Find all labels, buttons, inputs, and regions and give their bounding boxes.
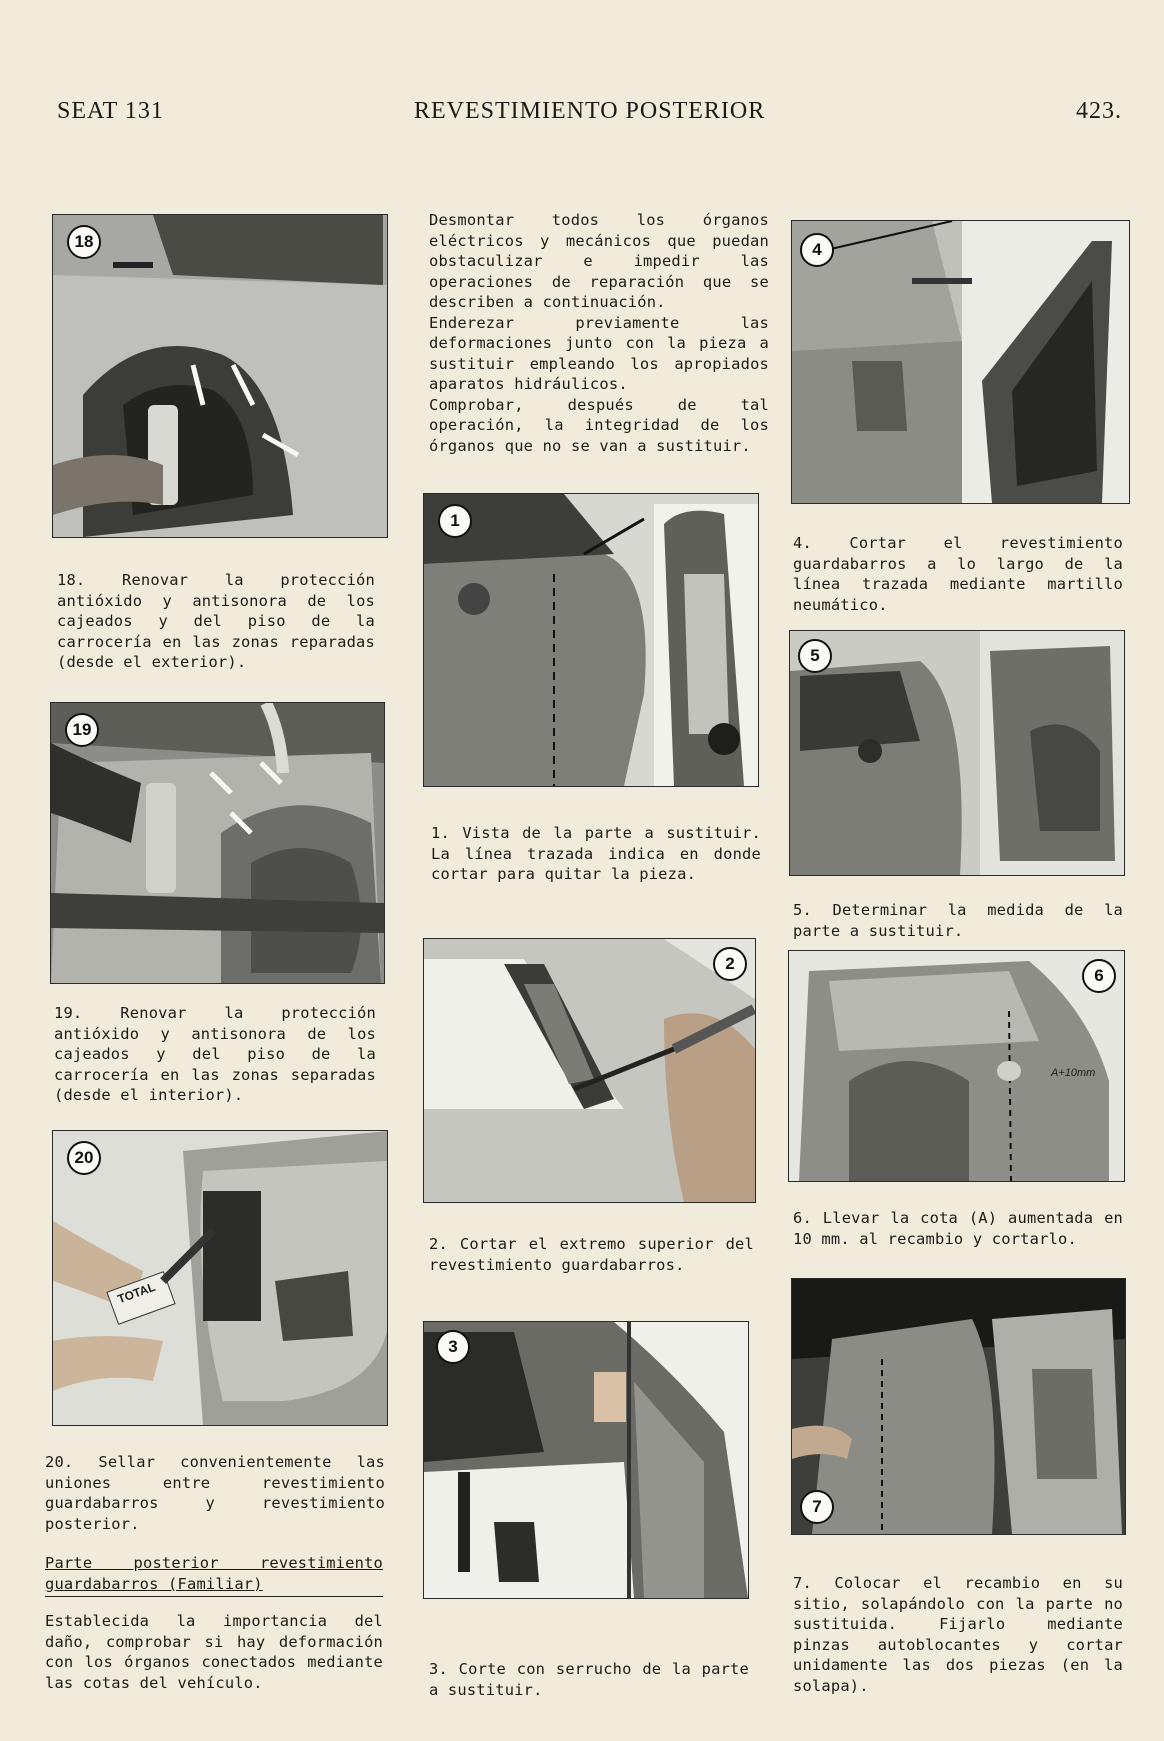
intro-text: Desmontar todos los órganos eléctricos y mecánicos que puedan obstaculizar e impedir las operaciones de reparación que se describen a continuación. Enderezar previamente las deformaciones junto con la pieza a sustituir empleando los apropiados aparatos hidráulicos. Comprobar, después de tal operación, la integridad de los órganos que no se van a sustituir.: [429, 211, 769, 455]
figure-5-badge: 5: [798, 639, 832, 673]
figure-4-badge: 4: [800, 233, 834, 267]
figure-19-badge: 19: [65, 713, 99, 747]
figure-7-badge: 7: [800, 1490, 834, 1524]
figure-2-badge: 2: [713, 947, 747, 981]
dimension-label: A+10mm: [1051, 1067, 1096, 1079]
figure-3-badge: 3: [436, 1330, 470, 1364]
section-heading: Parte posterior revestimiento guardabarros (Familiar): [45, 1554, 383, 1593]
caption-figure-4: 4. Cortar el revestimiento guardabarros a lo largo de la línea trazada mediante martillo neumático.: [793, 534, 1123, 614]
photo-figure-5: [789, 630, 1125, 876]
caption-figure-1: 1. Vista de la parte a sustituir. La línea trazada indica en donde cortar para quitar la pieza.: [431, 824, 761, 883]
photo-figure-1: [423, 493, 759, 787]
caption-figure-2: 2. Cortar el extremo superior del revestimiento guardabarros.: [429, 1235, 754, 1274]
photo-figure-6: [788, 950, 1125, 1182]
photo-figure-7: [791, 1278, 1126, 1535]
photo-figure-3: [423, 1321, 749, 1599]
page-title: REVESTIMIENTO POSTERIOR: [414, 98, 766, 124]
photo-figure-19: [50, 702, 385, 984]
caption-figure-3: 3. Corte con serrucho de la parte a sustituir.: [429, 1660, 749, 1699]
caption-figure-7: 7. Colocar el recambio en su sitio, solapándolo con la parte no sustituida. Fijarlo mediante pinzas autoblocantes y cortar unidamente las dos piezas (en la solapa).: [793, 1574, 1123, 1695]
section-body: Establecida la importancia del daño, comprobar si hay deformación con los órganos conectados mediante las cotas del vehículo.: [45, 1612, 383, 1692]
caption-figure-19: 19. Renovar la protección antióxido y antisonora de los cajeados y del piso de la carrocería en las zonas separadas (desde el interior).: [54, 1004, 376, 1104]
photo-figure-20: [52, 1130, 388, 1426]
photo-figure-4: [791, 220, 1130, 504]
caption-figure-18: 18. Renovar la protección antióxido y antisonora de los cajeados y del piso de la carrocería en las zonas reparadas (desde el exterior).: [57, 571, 375, 671]
model-name: SEAT 131: [57, 98, 164, 124]
section-rule: [45, 1596, 383, 1597]
photo-figure-18: [52, 214, 388, 538]
page-number: 423.: [1076, 98, 1122, 124]
figure-20-badge: 20: [67, 1141, 101, 1175]
caption-figure-6: 6. Llevar la cota (A) aumentada en 10 mm. al recambio y cortarlo.: [793, 1209, 1123, 1248]
tube-label: TOTAL: [115, 1279, 158, 1307]
caption-figure-5: 5. Determinar la medida de la parte a sustituir.: [793, 901, 1123, 940]
photo-figure-2: [423, 938, 756, 1203]
figure-18-badge: 18: [67, 225, 101, 259]
figure-6-badge: 6: [1082, 959, 1116, 993]
caption-figure-20: 20. Sellar convenientemente las uniones entre revestimiento guardabarros y revestimiento posterior.: [45, 1453, 385, 1533]
figure-1-badge: 1: [438, 504, 472, 538]
